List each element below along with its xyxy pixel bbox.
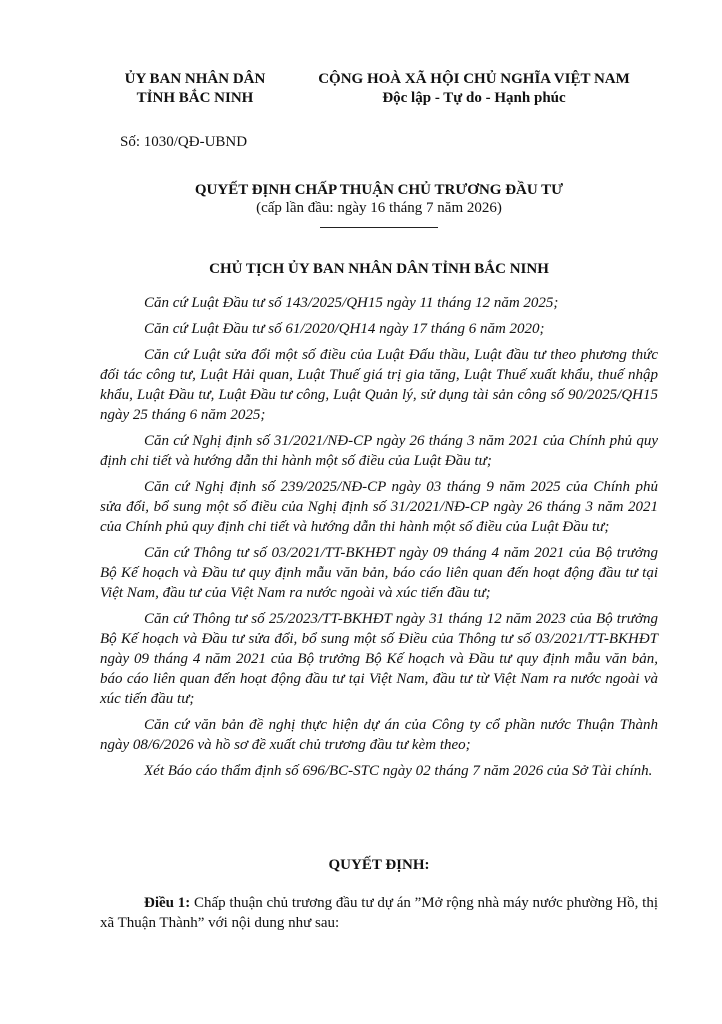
article-1-label: Điều 1:: [144, 895, 191, 911]
document-subtitle: (cấp lần đầu: ngày 16 tháng 7 năm 2026): [256, 200, 502, 216]
article-1: [100, 893, 658, 933]
nation-name: CỘNG HOÀ XÃ HỘI CHỦ NGHĨA VIỆT NAM: [318, 71, 630, 87]
national-motto: Độc lập - Tự do - Hạnh phúc: [382, 90, 566, 106]
basis-paragraph: Căn cứ Luật sửa đổi một số điều của Luật Đấu thầu, Luật đầu tư theo phương thức đối tác công tư, Luật Hải quan, Luật Thuế giá trị gia tăng, Luật Thuế xuất khẩu, thuế nhập khẩu, Luật Đầu tư, Luật Đầu tư công, Luật Quản lý, sử dụng tài sản công số 90/2025/QH15 ngày 25 tháng 6 năm 2025;: [100, 347, 658, 423]
basis-paragraph: Căn cứ Thông tư số 25/2023/TT-BKHĐT ngày 31 tháng 12 năm 2023 của Bộ trưởng Bộ Kế hoạch và Đầu tư sửa đổi, bổ sung một số Điều của Thông tư số 03/2021/TT-BKHĐT ngày 09 tháng 4 năm 2021 của Bộ trưởng Bộ Kế hoạch và Đầu tư quy định mẫu văn bản, báo cáo liên quan đến hoạt động đầu tư tại Việt Nam, đầu tư từ Việt Nam ra nước ngoài và xúc tiến đầu tư;: [100, 611, 658, 707]
national-header: [290, 70, 658, 108]
title-divider: [320, 227, 438, 228]
basis-paragraph: Căn cứ Nghị định số 31/2021/NĐ-CP ngày 26 tháng 3 năm 2021 của Chính phủ quy định chi tiết và hướng dẫn thi hành một số điều của Luật Đầu tư;: [100, 433, 658, 469]
basis-paragraph: Căn cứ Luật Đầu tư số 143/2025/QH15 ngày 11 tháng 12 năm 2025;: [144, 295, 559, 311]
title-block: [100, 181, 658, 228]
agency-name-line1: ỦY BAN NHÂN DÂN: [124, 71, 266, 87]
basis-paragraph: Căn cứ Nghị định số 239/2025/NĐ-CP ngày 03 tháng 9 năm 2025 của Chính phủ sửa đổi, bổ sung một số điều của Nghị định số 31/2021/NĐ-CP ngày 26 tháng 3 năm 2021 của Chính phủ quy định chi tiết và hướng dẫn thi hành một số điều của Luật Đầu tư;: [100, 479, 658, 535]
document-title: QUYẾT ĐỊNH CHẤP THUẬN CHỦ TRƯƠNG ĐẦU TƯ: [194, 182, 564, 198]
agency-name-line2: TỈNH BẮC NINH: [136, 90, 254, 106]
basis-paragraph: Xét Báo cáo thẩm định số 696/BC-STC ngày 02 tháng 7 năm 2026 của Sở Tài chính.: [144, 763, 653, 779]
basis-paragraph: Căn cứ văn bản đề nghị thực hiện dự án của Công ty cổ phần nước Thuận Thành ngày 08/6/2026 và hồ sơ đề xuất chủ trương đầu tư kèm theo;: [100, 717, 658, 753]
legal-basis: [100, 293, 658, 787]
article-1-text: Chấp thuận chủ trương đầu tư dự án ”Mở rộng nhà máy nước phường Hồ, thị xã Thuận Thành” với nội dung như sau:: [100, 895, 658, 931]
decision-heading: QUYẾT ĐỊNH:: [328, 857, 430, 873]
issuing-agency: [100, 70, 290, 108]
basis-paragraph: Căn cứ Thông tư số 03/2021/TT-BKHĐT ngày 09 tháng 4 năm 2021 của Bộ trưởng Bộ Kế hoạch và Đầu tư quy định mẫu văn bản, báo cáo liên quan đến hoạt động đầu tư tại Việt Nam, đầu tư của Việt Nam ra nước ngoài và xúc tiến đầu tư;: [100, 545, 658, 601]
basis-paragraph: Căn cứ Luật Đầu tư số 61/2020/QH14 ngày 17 tháng 6 năm 2020;: [144, 321, 545, 337]
issuing-authority: CHỦ TỊCH ỦY BAN NHÂN DÂN TỈNH BẮC NINH: [209, 261, 549, 277]
document-number: Số: 1030/QĐ-UBND: [120, 134, 248, 150]
